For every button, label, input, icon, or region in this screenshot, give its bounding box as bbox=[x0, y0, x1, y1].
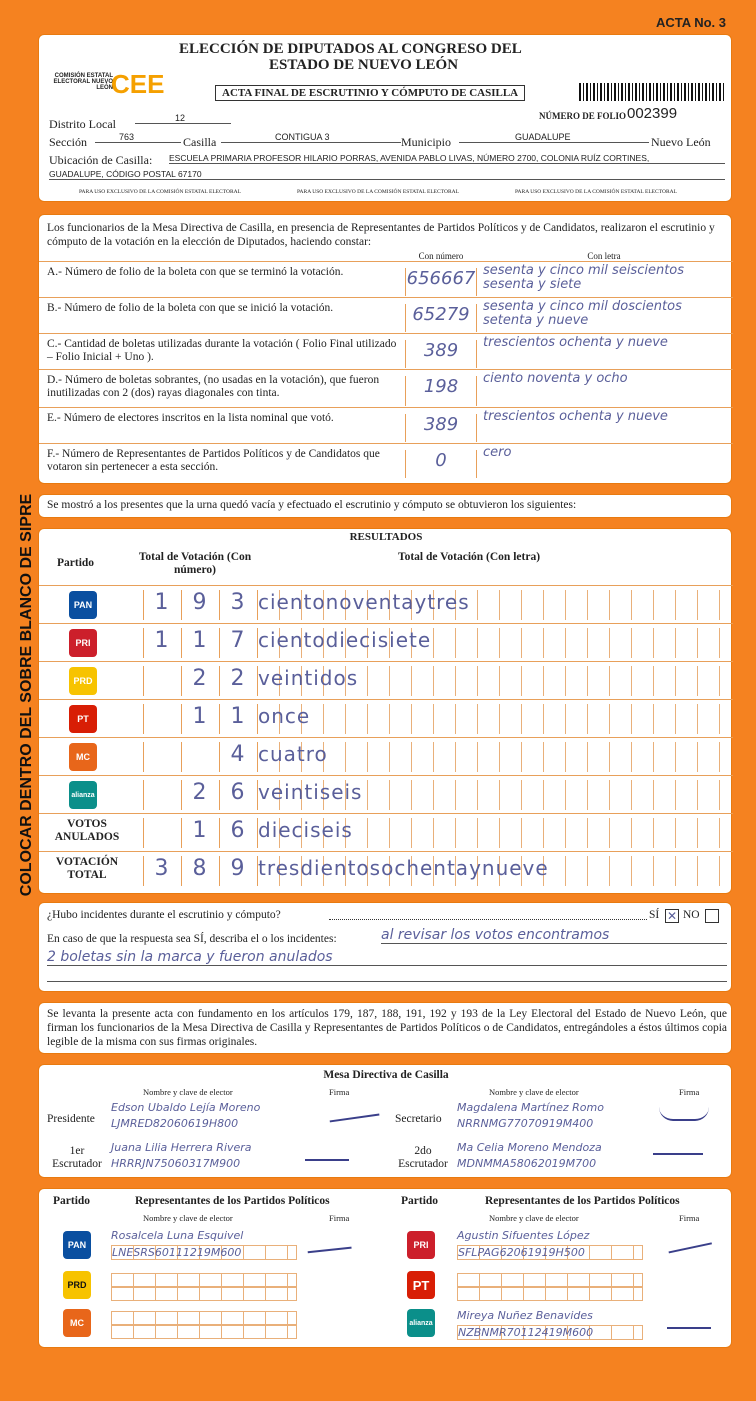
vote-letra: once bbox=[257, 704, 729, 734]
rep-pri-firma bbox=[666, 1231, 712, 1254]
vote-digit: 2 bbox=[181, 666, 217, 696]
item-letra: trescientos ochenta y nueve bbox=[483, 335, 668, 350]
municipio-label: Municipio bbox=[401, 135, 451, 149]
presidente-firma bbox=[329, 1106, 380, 1123]
rep-pan-firma bbox=[306, 1235, 351, 1254]
esc2-label: 2do Escrutador bbox=[398, 1145, 448, 1170]
reps-h-partido-2: Partido bbox=[401, 1195, 439, 1207]
mesa-firma-1: Firma bbox=[329, 1087, 350, 1097]
vote-digit: 2 bbox=[181, 780, 217, 810]
cee-logo: CEE bbox=[111, 69, 165, 99]
reps-panel bbox=[38, 1188, 732, 1348]
result-row bbox=[39, 851, 733, 889]
party-logo: PRI bbox=[69, 629, 97, 657]
item-row bbox=[39, 369, 733, 407]
reps-h-title-2: Representantes de los Partidos Políticos bbox=[485, 1195, 680, 1207]
rep-pan-clave: LNESRS60111219M600 bbox=[111, 1245, 297, 1260]
esc1-firma bbox=[305, 1147, 349, 1161]
distrito-value: 12 bbox=[135, 113, 231, 124]
rep-prd-name-box bbox=[111, 1273, 297, 1287]
vote-digit: 9 bbox=[181, 590, 217, 620]
result-row bbox=[39, 737, 733, 775]
presidente-label: Presidente bbox=[47, 1113, 95, 1125]
item-num: 389 bbox=[405, 340, 477, 368]
item-num: 0 bbox=[405, 450, 477, 478]
item-num: 389 bbox=[405, 414, 477, 442]
si-checkbox[interactable]: ✕ bbox=[666, 909, 678, 923]
rep-pri-clave: SFLPAG62061919H500 bbox=[457, 1245, 643, 1260]
esc2-firma bbox=[653, 1143, 703, 1155]
prd-logo: PRD bbox=[63, 1271, 91, 1299]
vote-digit: 8 bbox=[181, 856, 217, 886]
estado: Nuevo León bbox=[651, 135, 711, 149]
esc2-name: Ma Celia Moreno Mendoza bbox=[457, 1141, 602, 1154]
uso-exclusivo-1: PARA USO EXCLUSIVO DE LA COMISIÓN ESTATAL ELECTORAL bbox=[79, 189, 241, 195]
vote-digit: 1 bbox=[219, 704, 255, 734]
vote-digit: 1 bbox=[181, 628, 217, 658]
vote-digit bbox=[143, 780, 179, 810]
mesa-firma-2: Firma bbox=[679, 1087, 700, 1097]
vote-digit: 4 bbox=[219, 742, 255, 772]
vote-letra: tresdientosochentaynueve bbox=[257, 856, 729, 886]
alianza-logo: alianza bbox=[407, 1309, 435, 1337]
acta-number: ACTA No. 3 bbox=[655, 15, 726, 30]
vote-digit: 1 bbox=[143, 628, 179, 658]
reps-h-title-1: Representantes de los Partidos Políticos bbox=[135, 1195, 330, 1207]
subtitle: ACTA FINAL DE ESCRUTINIO Y CÓMPUTO DE CASILLA bbox=[215, 85, 525, 101]
urna-text: Se mostró a los presentes que la urna quedó vacía y efectuado el escrutinio y cómputo se obtuvieron los siguientes: bbox=[47, 499, 577, 511]
reps-nombre-1: Nombre y clave de elector bbox=[143, 1213, 233, 1223]
pri-logo: PRI bbox=[407, 1231, 435, 1259]
vote-letra: cientonoventaytres bbox=[257, 590, 729, 620]
rep-alianza-name: Mireya Nuñez Benavides bbox=[457, 1309, 593, 1322]
result-row bbox=[39, 813, 733, 851]
vote-digit bbox=[143, 704, 179, 734]
vote-digit: 3 bbox=[143, 856, 179, 886]
title-line-1: ELECCIÓN DE DIPUTADOS AL CONGRESO DEL bbox=[179, 41, 522, 57]
vote-digit: 1 bbox=[143, 590, 179, 620]
rep-alianza-firma bbox=[667, 1317, 711, 1329]
resultados-title: RESULTADOS bbox=[349, 531, 423, 543]
no-label: NO bbox=[683, 909, 700, 921]
secretario-name: Magdalena Martínez Romo bbox=[457, 1101, 604, 1114]
esc1-clave: HRRRJN75060317M900 bbox=[111, 1157, 241, 1170]
reps-nombre-2: Nombre y clave de elector bbox=[489, 1213, 579, 1223]
rep-mc-clave-box bbox=[111, 1325, 297, 1339]
vote-digit: 6 bbox=[219, 818, 255, 848]
party-label: VOTOS ANULADOS bbox=[54, 818, 120, 843]
vote-digit: 3 bbox=[219, 590, 255, 620]
item-row bbox=[39, 297, 733, 333]
item-label: A.- Número de folio de la boleta con que se terminó la votación. bbox=[47, 266, 344, 278]
vote-digit: 2 bbox=[219, 666, 255, 696]
seccion-value: 763 bbox=[95, 132, 181, 143]
vote-letra: cuatro bbox=[257, 742, 729, 772]
presidente-name: Edson Ubaldo Lejía Moreno bbox=[111, 1101, 261, 1114]
vote-digit: 1 bbox=[181, 818, 217, 848]
folio-number: 002399 bbox=[627, 105, 678, 122]
item-num: 65279 bbox=[405, 304, 477, 332]
vote-letra: veintidos bbox=[257, 666, 729, 696]
party-logo: PRD bbox=[69, 667, 97, 695]
rep-alianza-clave: NZBNMR70112419M600 bbox=[457, 1325, 643, 1340]
pan-logo: PAN bbox=[63, 1231, 91, 1259]
ubicacion-2: GUADALUPE, CÓDIGO POSTAL 67170 bbox=[49, 169, 725, 180]
rep-prd-clave-box bbox=[111, 1287, 297, 1301]
uso-exclusivo-3: PARA USO EXCLUSIVO DE LA COMISIÓN ESTATAL ELECTORAL bbox=[515, 189, 677, 195]
item-letra: sesenta y cinco mil seiscientos sesenta y siete bbox=[483, 263, 685, 292]
cee-small: COMISIÓN ESTATAL ELECTORAL NUEVO LEÓN bbox=[53, 73, 113, 91]
h-num: Total de Votación (Con número) bbox=[138, 551, 252, 576]
intro-text: Los funcionarios de la Mesa Directiva de Casilla, en presencia de Representantes de Partidos Políticos y de Candidatos, realizaron el escrutinio y cómputo de la votación en la elección de Diputados, haciendo constar: bbox=[47, 222, 715, 248]
party-label: VOTACIÓN TOTAL bbox=[55, 856, 119, 881]
rep-pri-name: Agustin Sifuentes López bbox=[457, 1229, 590, 1242]
item-label: D.- Número de boletas sobrantes, (no usadas en la votación), que fueron inutilizadas con 2 (dos) rayas diagonales con tinta. bbox=[47, 374, 380, 399]
item-row bbox=[39, 443, 733, 479]
incidentes-panel bbox=[38, 902, 732, 992]
folio-label: NÚMERO DE FOLIO bbox=[539, 111, 627, 121]
item-label: E.- Número de electores inscritos en la lista nominal que votó. bbox=[47, 412, 334, 424]
item-label: F.- Número de Representantes de Partidos Políticos y de Candidatos que votaron sin pertenecer a esta sección. bbox=[47, 448, 380, 473]
vote-letra: veintiseis bbox=[257, 780, 729, 810]
levanta-panel bbox=[38, 1002, 732, 1054]
result-row bbox=[39, 775, 733, 813]
resultados-panel bbox=[38, 528, 732, 894]
presidente-clave: LJMRED82060619H800 bbox=[111, 1117, 239, 1130]
rep-mc-name-box bbox=[111, 1311, 297, 1325]
side-instruction: COLOCAR DENTRO DEL SOBRE BLANCO DE SIPRE bbox=[18, 493, 35, 897]
mesa-title: Mesa Directiva de Casilla bbox=[323, 1069, 449, 1081]
item-num: 198 bbox=[405, 376, 477, 406]
result-row bbox=[39, 661, 733, 699]
esc2-clave: MDNMMA58062019M700 bbox=[457, 1157, 597, 1170]
esc1-name: Juana Lilia Herrera Rivera bbox=[111, 1141, 252, 1154]
result-row bbox=[39, 623, 733, 661]
incidentes-desc-2: 2 boletas sin la marca y fueron anulados bbox=[47, 949, 727, 966]
vote-letra: cientodiecisiete bbox=[257, 628, 729, 658]
esc1-label: 1er Escrutador bbox=[52, 1145, 102, 1170]
party-logo: MC bbox=[69, 743, 97, 771]
rep-pt-name-box bbox=[457, 1273, 643, 1287]
mesa-nombre-1: Nombre y clave de elector bbox=[143, 1087, 233, 1097]
ubicacion-label: Ubicación de Casilla: bbox=[49, 153, 153, 167]
casilla-label: Casilla bbox=[183, 135, 217, 149]
vote-digit bbox=[181, 742, 217, 772]
item-row bbox=[39, 333, 733, 369]
incidentes-question: ¿Hubo incidentes durante el escrutinio y cómputo? bbox=[47, 909, 281, 921]
col-num-header: Con número bbox=[418, 251, 464, 261]
incidentes-desc-label: En caso de que la respuesta sea SÍ, describa el o los incidentes: bbox=[47, 933, 337, 945]
ubicacion-1: ESCUELA PRIMARIA PROFESOR HILARIO PORRAS, AVENIDA PABLO LIVAS, NÚMERO 2700, COLONIA RUÍZ CORTINES, bbox=[169, 153, 725, 164]
item-letra: ciento noventa y ocho bbox=[483, 371, 628, 386]
mc-logo: MC bbox=[63, 1309, 91, 1337]
reps-h-partido-1: Partido bbox=[53, 1195, 91, 1207]
secretario-firma bbox=[659, 1107, 709, 1121]
casilla-value: CONTIGUA 3 bbox=[221, 132, 401, 143]
item-letra: sesenta y cinco mil doscientos setenta y nueve bbox=[483, 299, 682, 328]
item-label: B.- Número de folio de la boleta con que se inició la votación. bbox=[47, 302, 334, 314]
header-panel bbox=[38, 34, 732, 202]
levanta-text: Se levanta la presente acta con fundamento en los artículos 179, 187, 188, 191, 192 y 193 de la Ley Electoral del Estado de Nuevo León, que firman los funcionarios de la Mesa Directiva de Casilla y Representantes de Partidos Políticos o de Candidatos, entregándoles a éstos últimos copia legible de la misma con sus firmas originales. bbox=[47, 1008, 727, 1048]
uso-exclusivo-2: PARA USO EXCLUSIVO DE LA COMISIÓN ESTATAL ELECTORAL bbox=[297, 189, 459, 195]
item-row bbox=[39, 261, 733, 297]
rep-pt-clave-box bbox=[457, 1287, 643, 1301]
h-letra: Total de Votación (Con letra) bbox=[397, 551, 541, 563]
party-logo: PAN bbox=[69, 591, 97, 619]
barcode bbox=[579, 83, 725, 101]
vote-digit: 9 bbox=[219, 856, 255, 886]
vote-digit bbox=[143, 742, 179, 772]
reps-firma-2: Firma bbox=[679, 1213, 700, 1223]
title-line-2: ESTADO DE NUEVO LEÓN bbox=[269, 57, 459, 73]
municipio-value: GUADALUPE bbox=[459, 132, 649, 143]
urna-panel bbox=[38, 494, 732, 518]
col-letra-header: Con letra bbox=[587, 251, 621, 261]
incidentes-desc-1: al revisar los votos encontramos bbox=[381, 927, 727, 944]
item-letra: cero bbox=[483, 445, 512, 460]
result-row bbox=[39, 585, 733, 623]
item-letra: trescientos ochenta y nueve bbox=[483, 409, 668, 424]
item-num: 656667 bbox=[405, 268, 477, 296]
escrutinio-panel bbox=[38, 214, 732, 484]
vote-digit bbox=[143, 818, 179, 848]
secretario-label: Secretario bbox=[395, 1113, 442, 1125]
mesa-panel bbox=[38, 1064, 732, 1178]
h-partido: Partido bbox=[57, 557, 95, 569]
vote-digit: 7 bbox=[219, 628, 255, 658]
vote-letra: dieciseis bbox=[257, 818, 729, 848]
vote-digit bbox=[143, 666, 179, 696]
item-row bbox=[39, 407, 733, 443]
no-checkbox[interactable] bbox=[705, 909, 719, 923]
party-logo: PT bbox=[69, 705, 97, 733]
party-logo: alianza bbox=[69, 781, 97, 809]
reps-firma-1: Firma bbox=[329, 1213, 350, 1223]
seccion-label: Sección bbox=[49, 135, 87, 149]
mesa-nombre-2: Nombre y clave de elector bbox=[489, 1087, 579, 1097]
distrito-label: Distrito Local bbox=[49, 117, 116, 131]
rep-pan-name: Rosalcela Luna Esquivel bbox=[111, 1229, 244, 1242]
si-label: SÍ bbox=[649, 909, 660, 921]
vote-digit: 6 bbox=[219, 780, 255, 810]
pt-logo: PT bbox=[407, 1271, 435, 1299]
item-label: C.- Cantidad de boletas utilizadas durante la votación ( Folio Final utilizado – Folio Inicial + Uno ). bbox=[47, 338, 397, 363]
secretario-clave: NRRNMG77070919M400 bbox=[457, 1117, 594, 1130]
result-row bbox=[39, 699, 733, 737]
vote-digit: 1 bbox=[181, 704, 217, 734]
